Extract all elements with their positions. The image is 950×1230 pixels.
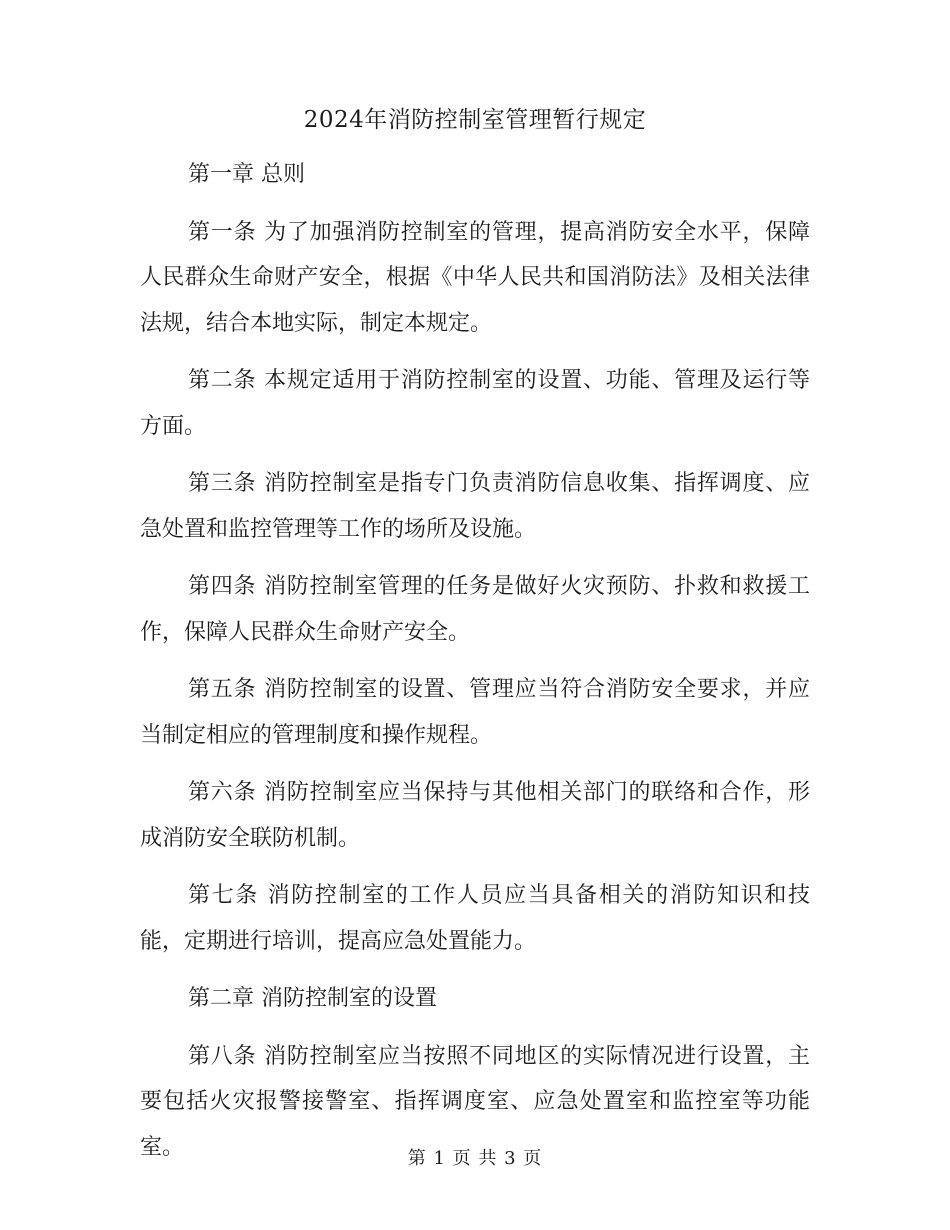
article-paragraph: 第一条 为了加强消防控制室的管理，提高消防安全水平，保障人民群众生命财产安全，根据《中华人民共和国消防法》及相关法律法规，结合本地实际，制定本规定。: [140, 219, 810, 336]
article-paragraph: 第四条 消防控制室管理的任务是做好火灾预防、扑救和救援工作，保障人民群众生命财产安全。: [140, 574, 810, 645]
chapter-heading: 第一章 总则: [188, 162, 305, 187]
document-body: [140, 152, 810, 1182]
article-paragraph: 第八条 消防控制室应当按照不同地区的实际情况进行设置，主要包括火灾报警接警室、指挥调度室、应急处置室和监控室等功能室。: [140, 1043, 810, 1160]
document-title: 2024年消防控制室管理暂行规定: [303, 107, 647, 133]
article-paragraph: 第七条 消防控制室的工作人员应当具备相关的消防知识和技能，定期进行培训，提高应急处置能力。: [140, 883, 810, 954]
article-paragraph: 第三条 消防控制室是指专门负责消防信息收集、指挥调度、应急处置和监控管理等工作的场所及设施。: [140, 471, 810, 542]
article-paragraph: 第五条 消防控制室的设置、管理应当符合消防安全要求，并应当制定相应的管理制度和操作规程。: [140, 677, 810, 748]
page-number-footer: 第 1 页 共 3 页: [407, 1148, 543, 1169]
article-paragraph: 第六条 消防控制室应当保持与其他相关部门的联络和合作，形成消防安全联防机制。: [140, 780, 810, 851]
article-paragraph: 第二条 本规定适用于消防控制室的设置、功能、管理及运行等方面。: [140, 368, 810, 439]
chapter-heading: 第二章 消防控制室的设置: [188, 986, 437, 1011]
